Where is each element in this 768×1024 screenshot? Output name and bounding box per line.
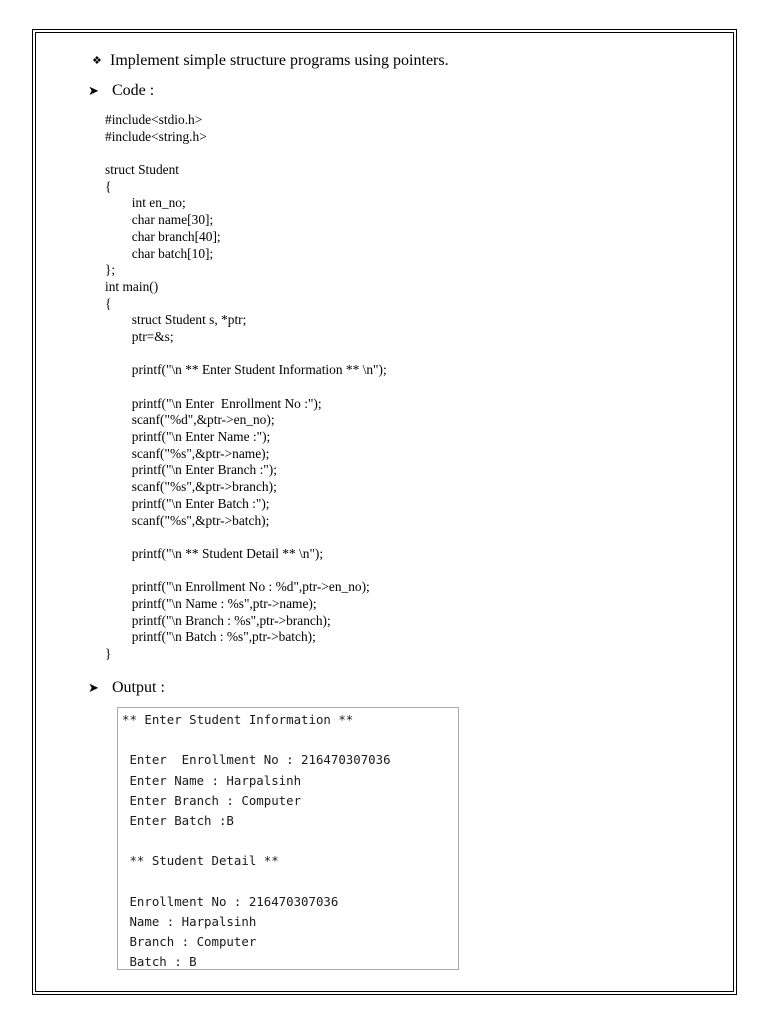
code-line: printf("\n ** Enter Student Information ** \n"); [105, 362, 387, 378]
code-line: printf("\n Enrollment No : %d",ptr->en_no); [105, 579, 370, 595]
console-output-screenshot [117, 707, 459, 970]
code-line: printf("\n Branch : %s",ptr->branch); [105, 612, 331, 628]
code-line: } [105, 646, 112, 661]
console-line: Enter Branch : Computer [122, 792, 302, 808]
code-line: struct Student [105, 162, 180, 178]
code-line: char name[30]; [105, 212, 214, 228]
arrow-bullet-icon: ➤ [88, 84, 99, 99]
code-line: scanf("%d",&ptr->en_no); [105, 412, 275, 428]
console-line: ** Enter Student Information ** [122, 712, 354, 727]
task-heading [92, 51, 449, 71]
code-label: Code : [112, 82, 155, 99]
console-line: Branch : Computer [122, 934, 257, 950]
console-line [122, 872, 391, 892]
code-line: }; [105, 262, 116, 278]
code-line: printf("\n Name : %s",ptr->name); [105, 595, 317, 611]
code-line: char batch[10]; [105, 245, 214, 261]
code-line: #include<string.h> [105, 128, 207, 144]
code-line: printf("\n Batch : %s",ptr->batch); [105, 629, 316, 645]
console-line: Enter Name : Harpalsinh [122, 772, 302, 788]
code-line: printf("\n Enter Enrollment No :"); [105, 395, 322, 411]
code-line: printf("\n Enter Batch :"); [105, 495, 270, 511]
console-line: Enter Batch :B [122, 812, 234, 828]
code-line: scanf("%s",&ptr->branch); [105, 479, 277, 495]
console-line [122, 730, 391, 750]
console-line [122, 831, 391, 851]
code-line: scanf("%s",&ptr->name); [105, 445, 270, 461]
arrow-bullet-icon: ➤ [88, 681, 99, 696]
code-line: scanf("%s",&ptr->batch); [105, 512, 270, 528]
code-line [105, 379, 387, 396]
code-line: char branch[40]; [105, 228, 221, 244]
code-line [105, 529, 387, 546]
code-section-heading [88, 81, 154, 102]
code-line: struct Student s, *ptr; [105, 312, 247, 328]
code-line: printf("\n ** Student Detail ** \n"); [105, 545, 324, 561]
console-line: Enter Enrollment No : 216470307036 [122, 752, 391, 768]
console-output [122, 710, 391, 972]
code-line: int en_no; [105, 195, 186, 211]
code-line: int main() [105, 278, 159, 294]
output-label: Output : [112, 679, 165, 696]
code-line: #include<stdio.h> [105, 112, 203, 127]
console-line: Batch : B [122, 954, 197, 970]
code-line [105, 145, 387, 162]
code-line: ptr=&s; [105, 328, 174, 344]
console-line: Name : Harpalsinh [122, 913, 257, 929]
code-line: { [105, 178, 112, 194]
console-line: Enrollment No : 216470307036 [122, 893, 339, 909]
code-line [105, 563, 387, 580]
code-listing [105, 112, 387, 663]
console-line: ** Student Detail ** [122, 853, 279, 869]
code-line: printf("\n Enter Name :"); [105, 429, 271, 445]
diamond-bullet-icon: ❖ [92, 54, 102, 67]
code-line [105, 346, 387, 363]
output-section-heading [88, 678, 165, 699]
task-heading-text: Implement simple structure programs using pointers. [110, 52, 449, 69]
code-line: printf("\n Enter Branch :"); [105, 462, 277, 478]
code-line: { [105, 295, 112, 311]
